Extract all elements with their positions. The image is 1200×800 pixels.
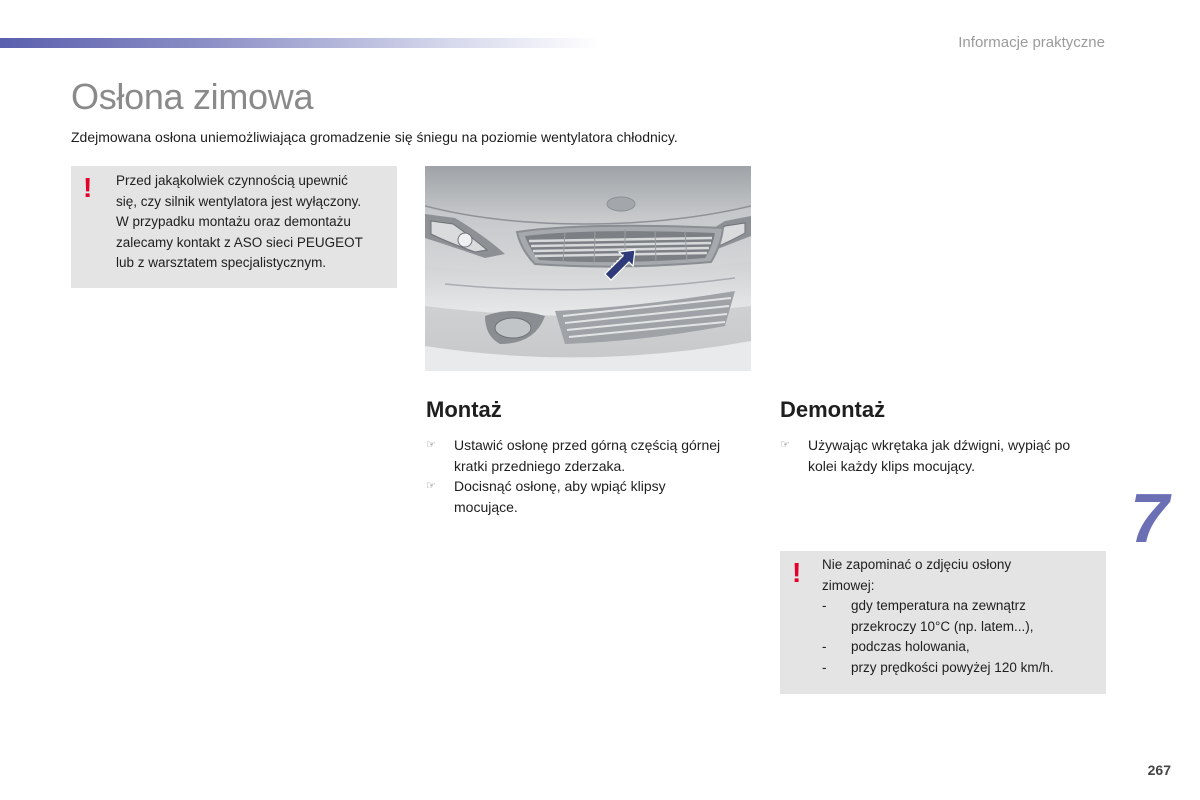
step-line: mocujące. <box>454 498 518 515</box>
montaz-steps-list <box>426 435 756 517</box>
warning-line: zimowej: <box>822 577 875 593</box>
list-item <box>426 476 756 517</box>
header-accent-bar <box>0 38 600 48</box>
dash-bullet: - <box>822 659 827 675</box>
list-item <box>822 637 1097 658</box>
warning-line: zalecamy kontakt z ASO sieci PEUGEOT <box>116 234 363 250</box>
car-front-grille-illustration <box>425 166 751 371</box>
warning-text <box>822 555 1097 678</box>
list-item <box>780 435 1110 476</box>
warning-box-safety <box>71 166 397 288</box>
pointing-hand-icon: ☞ <box>426 439 436 451</box>
warning-line: się, czy silnik wentylatora jest wyłączony. <box>116 193 362 209</box>
step-line: kolei każdy klips mocujący. <box>808 457 976 474</box>
pointing-hand-icon: ☞ <box>780 439 790 451</box>
warning-text <box>116 171 391 274</box>
list-item <box>822 596 1097 637</box>
chapter-number: 7 <box>1130 479 1169 557</box>
item-line: gdy temperatura na zewnątrz <box>851 598 1026 613</box>
step-line: Używając wkrętaka jak dźwigni, wypiąć po <box>808 437 1071 453</box>
pointing-hand-icon: ☞ <box>426 480 436 492</box>
step-line: Docisnąć osłonę, aby wpiąć klipsy <box>454 478 666 494</box>
item-line: podczas holowania, <box>851 639 970 654</box>
demontaz-heading: Demontaż <box>780 397 886 422</box>
warning-line: W przypadku montażu oraz demontażu <box>116 214 351 229</box>
step-line: kratki przedniego zderzaka. <box>454 457 626 474</box>
list-item <box>822 658 1097 679</box>
demontaz-steps-list <box>780 435 1110 476</box>
warning-line: Przed jakąkolwiek czynnością upewnić <box>116 173 348 188</box>
warning-icon: ! <box>792 557 802 588</box>
warning-line: Nie zapominać o zdjęciu osłony <box>822 557 1012 572</box>
page-title: Osłona zimowa <box>71 76 314 117</box>
list-item <box>426 435 756 476</box>
montaz-heading: Montaż <box>426 397 502 422</box>
dash-bullet: - <box>822 639 827 654</box>
item-line: przy prędkości powyżej 120 km/h. <box>851 659 1054 675</box>
warning-icon: ! <box>83 172 93 203</box>
page-number: 267 <box>1147 762 1171 778</box>
step-line: Ustawić osłonę przed górną częścią górnej <box>454 437 721 453</box>
warning-line: lub z warsztatem specjalistycznym. <box>116 255 327 270</box>
intro-text: Zdejmowana osłona uniemożliwiająca gromadzenie się śniegu na poziomie wentylatora chłodnicy. <box>71 129 678 145</box>
section-header: Informacje praktyczne <box>958 34 1105 51</box>
warning-box-removal <box>780 551 1106 694</box>
dash-bullet: - <box>822 598 827 613</box>
item-line: przekroczy 10°C (np. latem...), <box>851 618 1034 634</box>
